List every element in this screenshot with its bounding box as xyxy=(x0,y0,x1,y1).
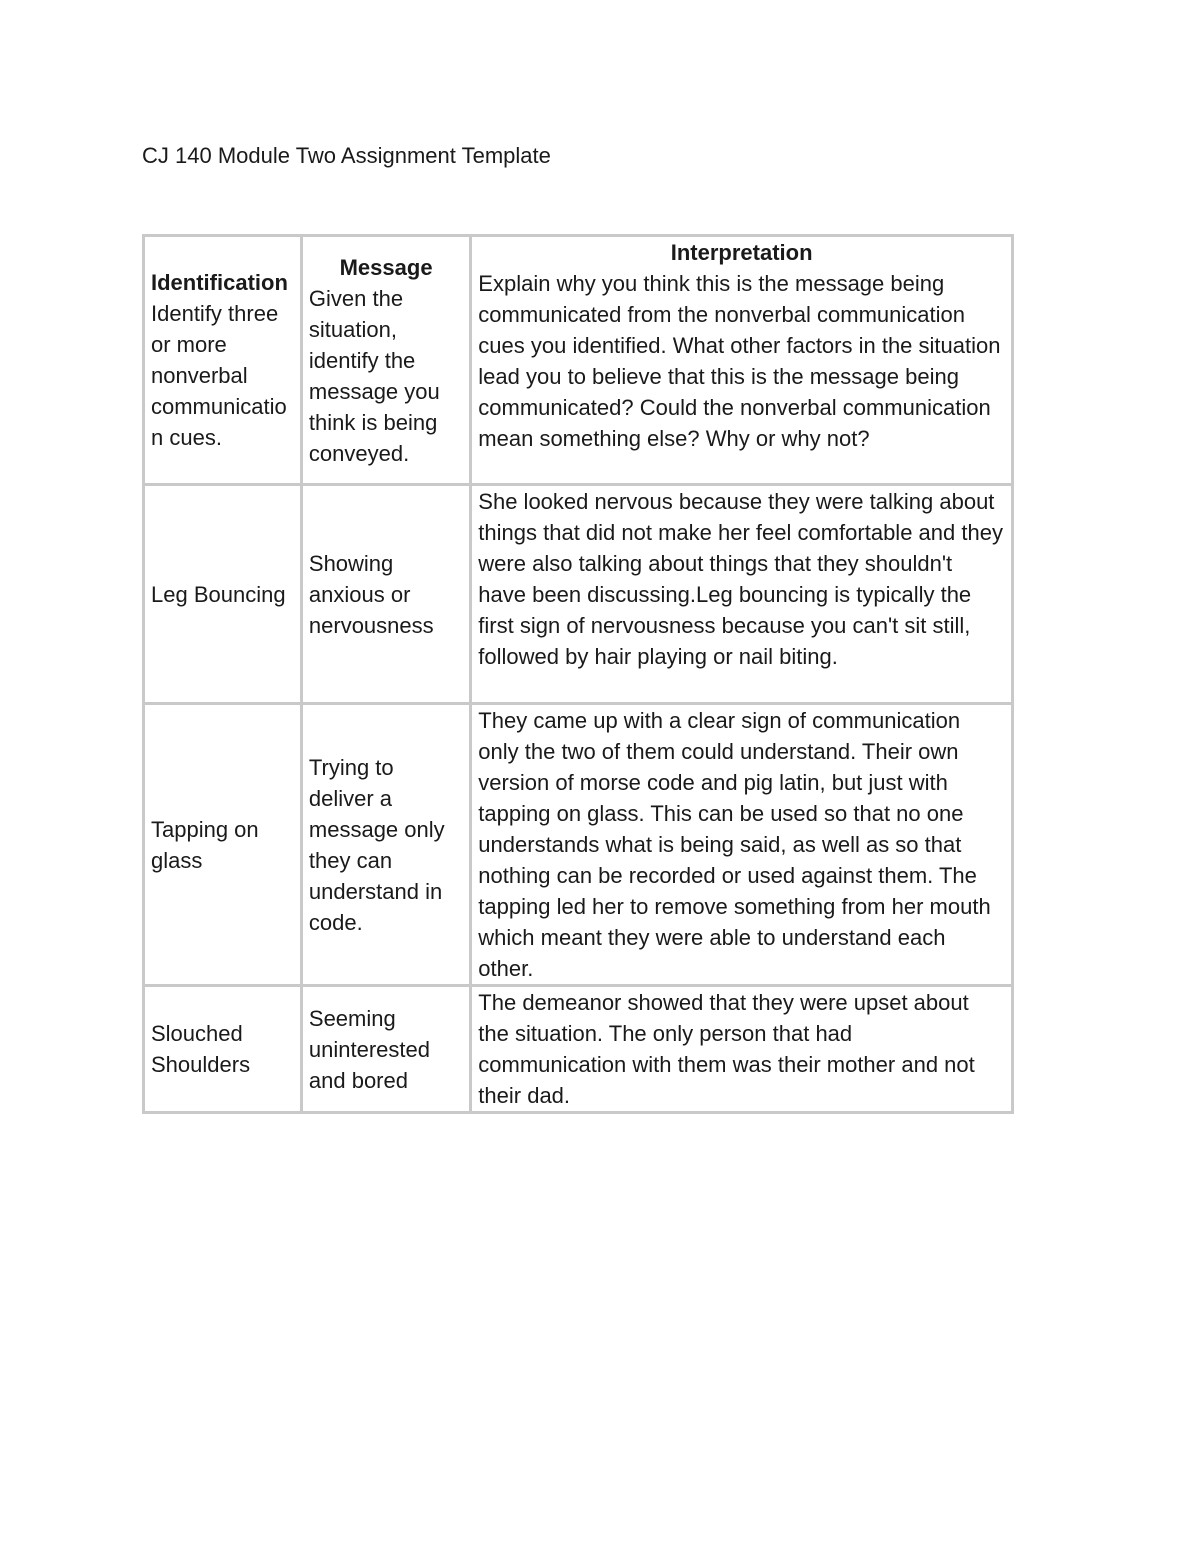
header-interpretation-heading: Interpretation xyxy=(670,240,813,265)
table-row xyxy=(144,986,1013,1113)
header-identification-cell xyxy=(144,236,302,485)
row-interpretation-cell: They came up with a clear sign of communication only the two of them could understand. Their own version of morse code and pig latin, but just with tapping on glass. This can be used so that no one understands what is being said, as well as so that nothing can be recorded or used against them. The tapping led her to remove something from her mouth which meant they were able to understand each other. xyxy=(471,704,1013,986)
header-interpretation-description: Explain why you think this is the message being communicated from the nonverbal communication cues you identified. What other factors in the situation lead you to believe that this is the message being communicated? Could the nonverbal communication mean something else? Why or why not? xyxy=(478,271,1001,451)
row-identification-cell: Tapping on glass xyxy=(144,704,302,986)
header-identification-description: Identify three or more nonverbal communicatio n cues. xyxy=(151,301,287,450)
header-message-description: Given the situation, identify the message you think is being conveyed. xyxy=(308,285,440,466)
header-identification-heading: Identification xyxy=(151,270,288,295)
row-message-cell: Trying to deliver a message only they can understand in code. xyxy=(301,704,470,986)
row-interpretation-cell: She looked nervous because they were talking about things that did not make her feel comfortable and they were also talking about things that they shouldn't have been discussing.Leg bouncing is typically the first sign of nervousness because you can't sit still, followed by hair playing or nail biting. xyxy=(471,485,1013,704)
row-identification-cell: Leg Bouncing xyxy=(144,485,302,704)
row-message-cell: Seeming uninterested and bored xyxy=(301,986,470,1113)
header-interpretation-cell xyxy=(471,236,1013,485)
row-identification-cell: Slouched Shoulders xyxy=(144,986,302,1113)
cues-table xyxy=(142,234,1014,1114)
header-message-heading: Message xyxy=(339,254,433,280)
table-header-row xyxy=(144,236,1013,485)
table-row xyxy=(144,704,1013,986)
header-message-cell xyxy=(301,236,470,485)
table-row xyxy=(144,485,1013,704)
row-message-cell: Showing anxious or nervousness xyxy=(301,485,470,704)
row-interpretation-cell: The demeanor showed that they were upset about the situation. The only person that had communication with them was their mother and not their dad. xyxy=(471,986,1013,1113)
document-title: CJ 140 Module Two Assignment Template xyxy=(142,143,551,168)
